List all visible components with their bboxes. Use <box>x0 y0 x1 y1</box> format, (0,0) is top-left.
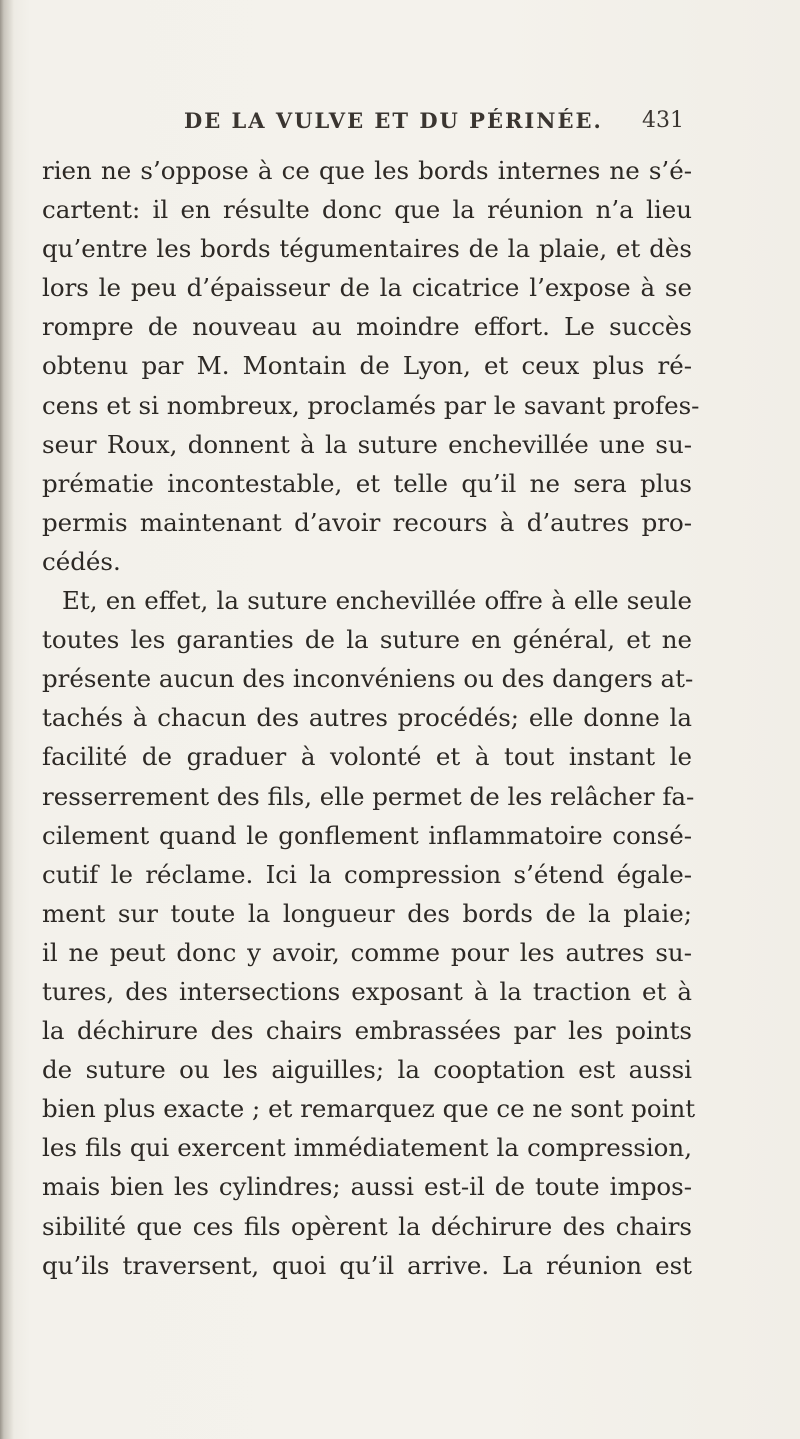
text-line: sibilité que ces fils opèrent la déchirure des chairs <box>42 1211 692 1241</box>
body-text <box>42 151 700 1285</box>
text-line: cartent: il en résulte donc que la réunion n’a lieu <box>42 195 692 225</box>
text-line: il ne peut donc y avoir, comme pour les autres su- <box>42 937 692 967</box>
text-line: bien plus exacte ; et remarquez que ce ne sont point <box>42 1094 696 1124</box>
text-line: les fils qui exercent immédiatement la compression, <box>42 1133 692 1163</box>
text-line: obtenu par M. Montain de Lyon, et ceux plus ré- <box>42 351 692 381</box>
text-line: cutif le réclame. Ici la compression s’étend égale- <box>42 859 692 889</box>
text-line: lors le peu d’épaisseur de la cicatrice l’expose à se <box>42 273 692 303</box>
text-line: de suture ou les aiguilles; la cooptation est aussi <box>42 1055 692 1085</box>
text-line: ment sur toute la longueur des bords de la plaie; <box>42 898 692 928</box>
paragraph-start-line: Et, en effet, la suture enchevillée offre à elle seule <box>62 586 692 616</box>
text-line: permis maintenant d’avoir recours à d’autres pro- <box>42 507 692 537</box>
text-line: mais bien les cylindres; aussi est-il de toute impos- <box>42 1172 692 1202</box>
running-title: DE LA VULVE ET DU PÉRINÉE. <box>184 108 603 133</box>
text-line: cédés. <box>42 546 121 576</box>
page-number: 431 <box>642 108 684 133</box>
text-line: cilement quand le gonflement inflammatoire consé- <box>42 820 692 850</box>
text-line: qu’entre les bords tégumentaires de la plaie, et dès <box>42 234 692 264</box>
text-line: rompre de nouveau au moindre effort. Le succès <box>42 312 692 342</box>
text-line: la déchirure des chairs embrassées par les points <box>42 1016 692 1046</box>
page-gutter-shadow <box>0 0 14 1439</box>
text-line: toutes les garanties de la suture en général, et ne <box>42 625 692 655</box>
text-line: tachés à chacun des autres procédés; elle donne la <box>42 703 692 733</box>
text-line: resserrement des fils, elle permet de les relâcher fa- <box>42 781 695 811</box>
text-line: seur Roux, donnent à la suture enchevillée une su- <box>42 429 692 459</box>
text-line: rien ne s’oppose à ce que les bords internes ne s’é- <box>42 156 692 185</box>
text-line: qu’ils traversent, quoi qu’il arrive. La réunion est <box>42 1250 692 1280</box>
running-head <box>40 108 760 142</box>
text-line: prématie incontestable, et telle qu’il ne sera plus <box>42 468 692 498</box>
text-line: présente aucun des inconvéniens ou des dangers at- <box>42 664 694 694</box>
text-line: cens et si nombreux, proclamés par le savant profes- <box>42 390 700 420</box>
text-line: facilité de graduer à volonté et à tout instant le <box>42 742 692 772</box>
text-line: tures, des intersections exposant à la traction et à <box>42 976 692 1006</box>
